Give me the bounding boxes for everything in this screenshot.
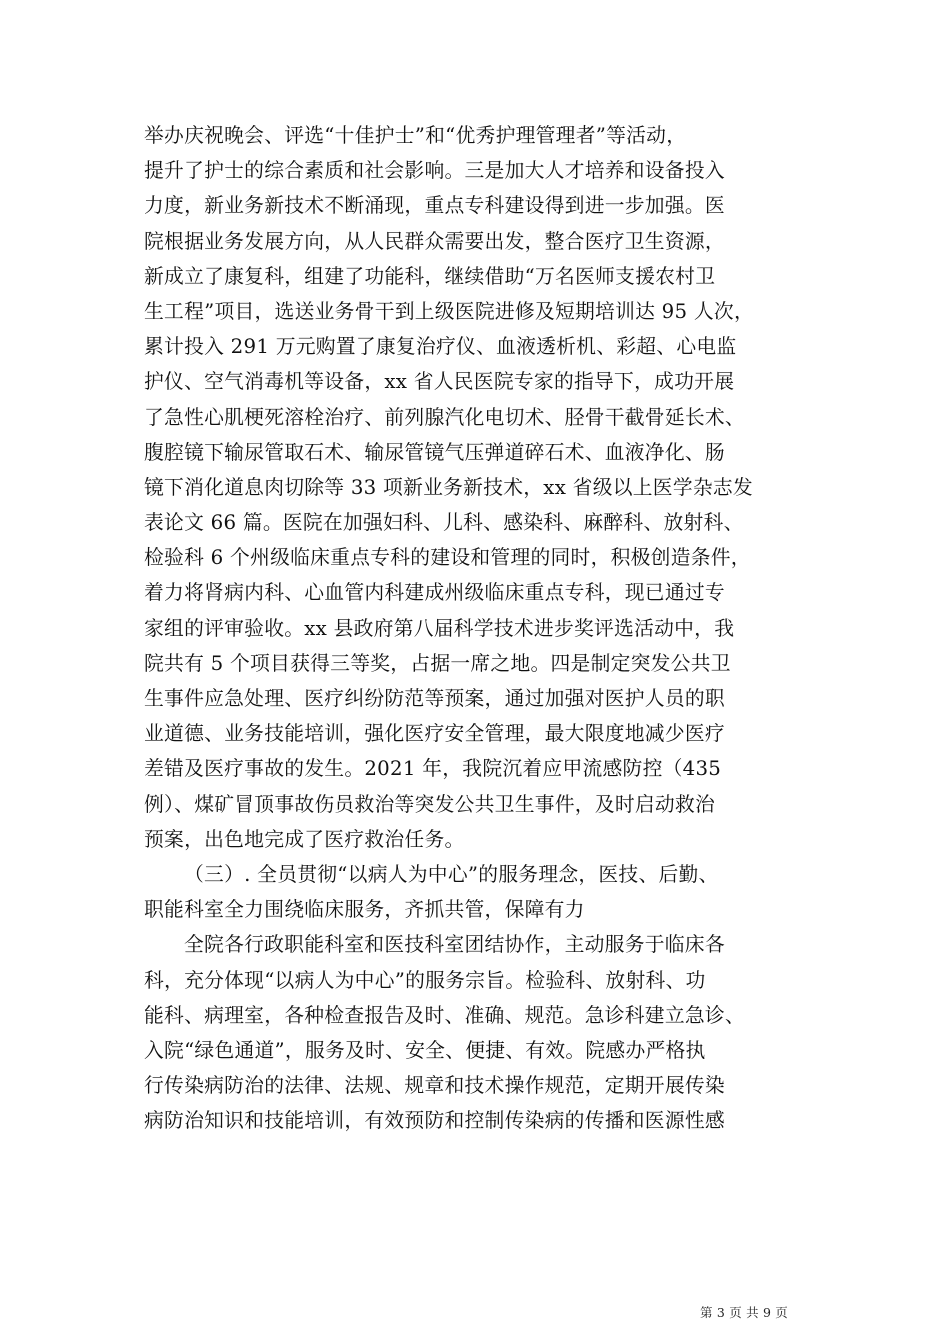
text-line: 病防治知识和技能培训，有效预防和控制传染病的传播和医源性感 bbox=[144, 1109, 725, 1133]
text-line: 例）、煤矿冒顶事故伤员救治等突发公共卫生事件，及时启动救治 bbox=[144, 792, 716, 816]
text-line: 提升了护士的综合素质和社会影响。三是加大人才培养和设备投入 bbox=[144, 159, 725, 183]
text-line: 行传染病防治的法律、法规、规章和技术操作规范，定期开展传染 bbox=[144, 1074, 725, 1098]
text-line: 表论文 66 篇。医院在加强妇科、儿科、感染科、麻醉科、放射科、 bbox=[144, 511, 744, 535]
section-heading-line: （三）. 全员贯彻“以病人为中心”的服务理念，医技、后勤、 bbox=[184, 862, 719, 886]
text-line: 检验科 6 个州级临床重点专科的建设和管理的同时，积极创造条件， bbox=[144, 546, 751, 570]
text-line: 着力将肾病内科、心血管内科建成州级临床重点专科，现已通过专 bbox=[144, 581, 725, 605]
text-line: 院共有 5 个项目获得三等奖，占据一席之地。四是制定突发公共卫 bbox=[144, 651, 731, 675]
text-line: 力度，新业务新技术不断涌现，重点专科建设得到进一步加强。医 bbox=[144, 194, 725, 218]
text-line: 家组的评审验收。xx 县政府第八届科学技术进步奖评选活动中，我 bbox=[144, 616, 735, 640]
page-number: 第 3 页 共 9 页 bbox=[700, 1305, 788, 1320]
section-heading-line: 职能科室全力围绕临床服务，齐抓共管，保障有力 bbox=[144, 898, 585, 922]
text-line: 举办庆祝晚会、评选“十佳护士”和“优秀护理管理者”等活动， bbox=[144, 124, 687, 147]
text-line: 新成立了康复科，组建了功能科，继续借助“万名医师支援农村卫 bbox=[144, 264, 716, 288]
text-line: 全院各行政职能科室和医技科室团结协作，主动服务于临床各 bbox=[184, 933, 725, 957]
text-line: 院根据业务发展方向，从人民群众需要出发，整合医疗卫生资源， bbox=[144, 229, 725, 253]
text-line: 差错及医疗事故的发生。2021 年，我院沉着应甲流感防控（435 bbox=[144, 757, 722, 781]
text-line: 护仪、空气消毒机等设备，xx 省人民医院专家的指导下，成功开展 bbox=[144, 370, 735, 394]
text-line: 生事件应急处理、医疗纠纷防范等预案，通过加强对医护人员的职 bbox=[144, 687, 725, 710]
body-text bbox=[144, 118, 812, 1138]
text-line: 业道德、业务技能培训，强化医疗安全管理，最大限度地减少医疗 bbox=[144, 722, 725, 746]
text-line: 腹腔镜下输尿管取石术、输尿管镜气压弹道碎石术、血液净化、肠 bbox=[144, 440, 725, 464]
text-line: 科，充分体现“以病人为中心”的服务宗旨。检验科、放射科、功 bbox=[144, 968, 706, 992]
text-line: 镜下消化道息肉切除等 33 项新业务新技术，xx 省级以上医学杂志发 bbox=[144, 475, 753, 499]
text-line: 预案，出色地完成了医疗救治任务。 bbox=[144, 827, 465, 851]
text-line: 能科、病理室，各种检查报告及时、准确、规范。急诊科建立急诊、 bbox=[144, 1003, 745, 1027]
text-line: 累计投入 291 万元购置了康复治疗仪、血液透析机、彩超、心电监 bbox=[144, 335, 737, 359]
text-line: 了急性心肌梗死溶栓治疗、前列腺汽化电切术、胫骨干截骨延长术、 bbox=[144, 405, 745, 429]
text-line: 生工程”项目，选送业务骨干到上级医院进修及短期培训达 95 人次， bbox=[144, 299, 754, 323]
text-line: 入院“绿色通道”，服务及时、安全、便捷、有效。院感办严格执 bbox=[144, 1038, 706, 1062]
